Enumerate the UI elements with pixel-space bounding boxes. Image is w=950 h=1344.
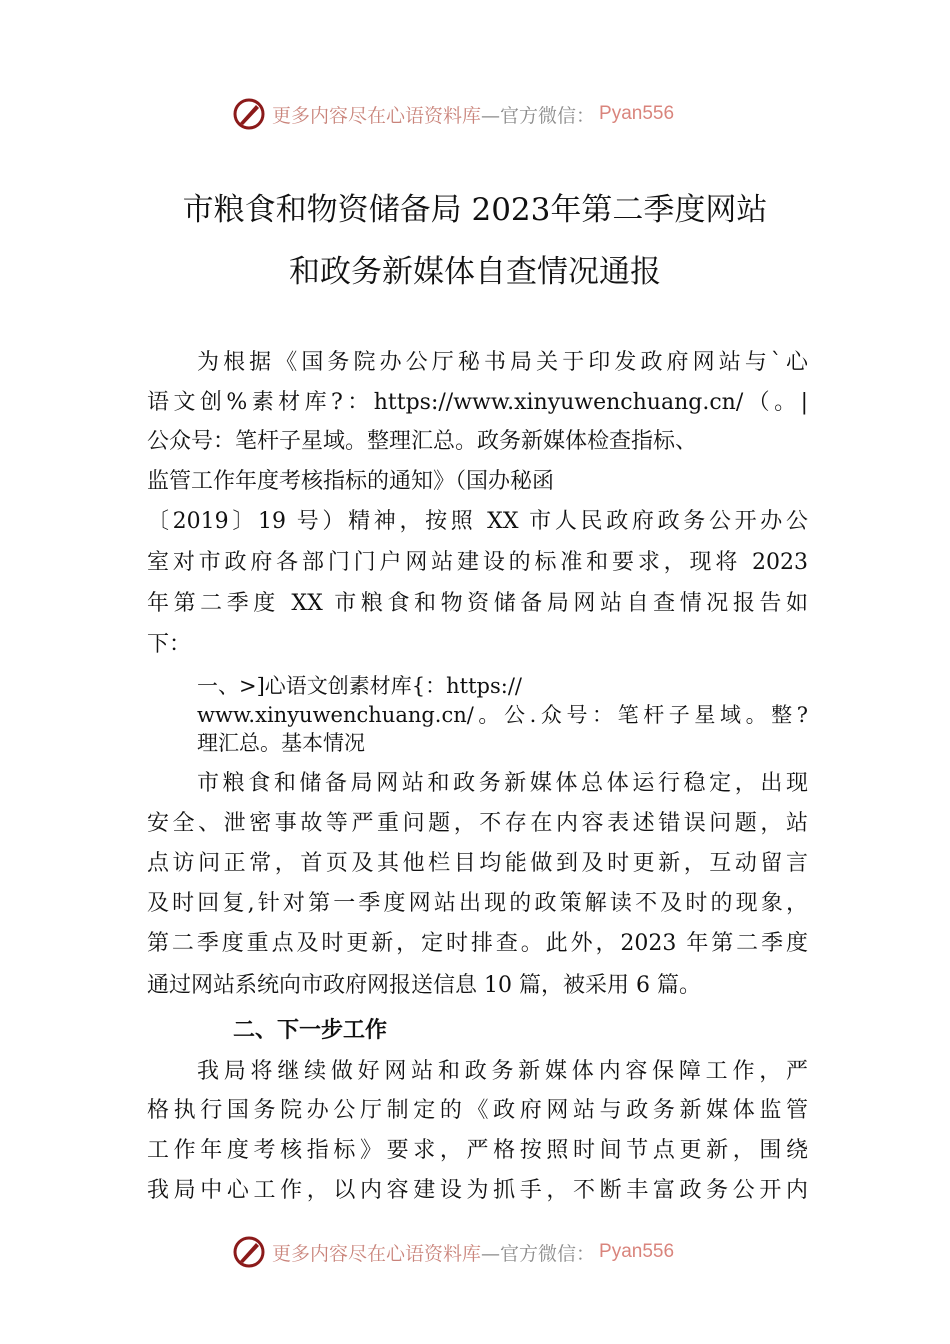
paragraph-line: 工作年度考核指标》要求，严格按照时间节点更新，围绕 xyxy=(147,1138,808,1163)
paragraph-line: 年第二季度 XX 市粮食和物资储备局网站自查情况报告如 xyxy=(147,591,808,616)
paragraph-line: 为根据《国务院办公厅秘书局关于印发政府网站与`心 xyxy=(197,350,808,375)
paragraph-line: 我局中心工作，以内容建设为抓手，不断丰富政务公开内 xyxy=(147,1178,808,1203)
section-heading-line: 一、>]心语文创素材库{：https:// xyxy=(197,674,522,698)
paragraph-line: 点访问正常，首页及其他栏目均能做到及时更新，互动留言 xyxy=(147,851,808,876)
paragraph-line: 公众号：笔杆子星域。整理汇总。政务新媒体检查指标、 xyxy=(147,429,698,454)
watermark-footer xyxy=(232,1234,674,1270)
paragraph-line: 语文创%素材库?：https://www.xinyuwenchuang.cn/（。| xyxy=(147,390,808,415)
watermark-wechat: Pyan556 xyxy=(599,103,675,124)
paragraph-line: 室对市政府各部门门户网站建设的标准和要求，现将 2023 xyxy=(147,550,808,575)
paragraph-line: 安全、泄密事故等严重问题，不存在内容表述错误问题，站 xyxy=(147,811,808,836)
watermark-text: —官方微信： xyxy=(481,1242,596,1265)
watermark-text: —官方微信： xyxy=(481,104,596,127)
paragraph-line: 监管工作年度考核指标的通知》（国办秘函 xyxy=(147,469,555,494)
section-heading-line: www.xinyuwenchuang.cn/。公.众号：笔杆子星域。整? xyxy=(197,703,808,727)
paragraph-line: 市粮食和储备局网站和政务新媒体总体运行稳定，出现 xyxy=(197,771,808,796)
document-title: 市粮食和物资储备局 2023年第二季度网站 xyxy=(182,192,768,228)
pen-logo-icon xyxy=(232,1235,266,1269)
section-heading-line: 理汇总。基本情况 xyxy=(197,731,365,755)
section-heading: 二、下一步工作 xyxy=(233,1018,388,1043)
watermark-text: 更多内容尽在心语资料库 xyxy=(272,104,482,127)
watermark-text: 更多内容尽在心语资料库 xyxy=(272,1242,482,1265)
paragraph-line: 通过网站系统向市政府网报送信息 10 篇，被采用 6 篇。 xyxy=(147,973,701,998)
watermark-header xyxy=(232,96,674,132)
paragraph-line: 下： xyxy=(147,632,192,657)
paragraph-line: 及时回复,针对第一季度网站出现的政策解读不及时的现象， xyxy=(147,891,808,916)
pen-logo-icon xyxy=(232,97,266,131)
watermark-wechat: Pyan556 xyxy=(599,1241,675,1262)
document-title: 和政务新媒体自查情况通报 xyxy=(289,254,661,290)
paragraph-line: 我局将继续做好网站和政务新媒体内容保障工作，严 xyxy=(197,1059,808,1084)
paragraph-line: 格执行国务院办公厅制定的《政府网站与政务新媒体监管 xyxy=(147,1098,808,1123)
paragraph-line: 〔2019〕19 号）精神，按照 XX 市人民政府政务公开办公 xyxy=(147,509,808,534)
paragraph-line: 第二季度重点及时更新，定时排查。此外，2023 年第二季度 xyxy=(147,931,808,956)
